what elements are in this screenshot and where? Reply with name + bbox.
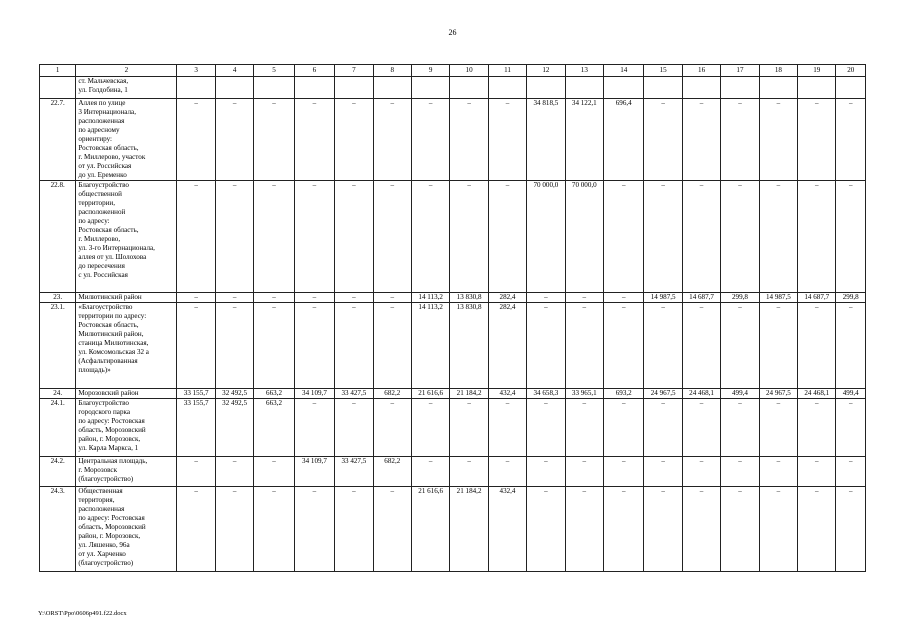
value-cell: – xyxy=(565,293,603,303)
value-cell: 33 155,7 xyxy=(177,389,215,399)
value-cell: 21 616,6 xyxy=(411,487,449,572)
column-number-header: 2 xyxy=(76,65,177,77)
value-cell: – xyxy=(798,399,836,457)
value-cell: 499,4 xyxy=(721,389,759,399)
value-cell: – xyxy=(215,293,253,303)
value-cell: 34 109,7 xyxy=(294,457,334,487)
value-cell: – xyxy=(335,181,373,293)
value-cell: 33 427,5 xyxy=(335,389,373,399)
value-cell: – xyxy=(565,487,603,572)
value-cell xyxy=(177,77,215,99)
column-number-header: 11 xyxy=(488,65,526,77)
value-cell: – xyxy=(254,99,294,181)
value-cell: – xyxy=(565,303,603,389)
value-cell: 682,2 xyxy=(373,457,411,487)
value-cell: – xyxy=(177,303,215,389)
value-cell: – xyxy=(836,99,866,181)
value-cell: 24 967,5 xyxy=(759,389,797,399)
value-cell: – xyxy=(644,99,682,181)
value-cell xyxy=(604,77,644,99)
value-cell: – xyxy=(335,487,373,572)
object-name-cell: Аллея по улице 3 Интернационала, расположенная по адресному ориентиру: Ростовская область, г. Миллерово, участок от ул. Российская до ул. Еременко xyxy=(76,99,177,181)
table-row xyxy=(40,99,866,181)
row-number-cell: 22.7. xyxy=(40,99,76,181)
value-cell: – xyxy=(604,487,644,572)
value-cell: – xyxy=(177,181,215,293)
value-cell: 663,2 xyxy=(254,399,294,457)
column-number-header: 20 xyxy=(836,65,866,77)
value-cell: – xyxy=(294,99,334,181)
value-cell: – xyxy=(335,303,373,389)
value-cell: – xyxy=(721,99,759,181)
value-cell: 693,2 xyxy=(604,389,644,399)
value-cell: – xyxy=(836,181,866,293)
value-cell: – xyxy=(604,399,644,457)
value-cell: 432,4 xyxy=(488,389,526,399)
value-cell: – xyxy=(798,181,836,293)
value-cell: – xyxy=(373,293,411,303)
value-cell: – xyxy=(215,457,253,487)
value-cell: – xyxy=(373,487,411,572)
value-cell: – xyxy=(644,487,682,572)
column-number-header: 7 xyxy=(335,65,373,77)
value-cell: – xyxy=(682,457,720,487)
value-cell: – xyxy=(488,181,526,293)
value-cell xyxy=(488,77,526,99)
value-cell: – xyxy=(759,181,797,293)
value-cell xyxy=(254,77,294,99)
table-row xyxy=(40,399,866,457)
value-cell: – xyxy=(798,99,836,181)
value-cell xyxy=(373,77,411,99)
value-cell xyxy=(798,77,836,99)
value-cell xyxy=(644,77,682,99)
value-cell: 70 000,0 xyxy=(527,181,565,293)
value-cell: 33 427,5 xyxy=(335,457,373,487)
value-cell: – xyxy=(798,457,836,487)
value-cell: – xyxy=(215,181,253,293)
value-cell: 282,4 xyxy=(488,293,526,303)
table-row xyxy=(40,303,866,389)
value-cell: 14 987,5 xyxy=(759,293,797,303)
value-cell: – xyxy=(527,303,565,389)
value-cell: – xyxy=(294,181,334,293)
value-cell: – xyxy=(527,399,565,457)
column-number-header: 3 xyxy=(177,65,215,77)
object-name-cell: Морозовский район xyxy=(76,389,177,399)
value-cell: – xyxy=(759,303,797,389)
value-cell xyxy=(759,77,797,99)
value-cell: 282,4 xyxy=(488,303,526,389)
value-cell xyxy=(836,77,866,99)
column-number-header: 12 xyxy=(527,65,565,77)
value-cell: – xyxy=(527,457,565,487)
row-number-cell: 24.1. xyxy=(40,399,76,457)
value-cell: – xyxy=(488,399,526,457)
value-cell: 32 492,5 xyxy=(215,399,253,457)
value-cell: – xyxy=(373,181,411,293)
row-number-cell: 22.8. xyxy=(40,181,76,293)
row-number-cell: 24.3. xyxy=(40,487,76,572)
value-cell: – xyxy=(254,293,294,303)
row-number-cell: 23. xyxy=(40,293,76,303)
value-cell: 299,8 xyxy=(721,293,759,303)
value-cell: – xyxy=(294,399,334,457)
value-cell: – xyxy=(682,99,720,181)
object-name-cell: Центральная площадь, г. Морозовск (благоустройство) xyxy=(76,457,177,487)
value-cell: – xyxy=(254,303,294,389)
page-number: 26 xyxy=(448,28,457,37)
column-number-header: 4 xyxy=(215,65,253,77)
column-number-header: 14 xyxy=(604,65,644,77)
value-cell: – xyxy=(604,457,644,487)
value-cell: 24 468,1 xyxy=(798,389,836,399)
object-name-cell: Благоустройство городского парка по адресу: Ростовская область, Морозовский район, г. Морозовск, ул. Карла Маркса, 1 xyxy=(76,399,177,457)
value-cell: – xyxy=(721,487,759,572)
value-cell: 21 184,2 xyxy=(450,487,488,572)
column-number-header: 19 xyxy=(798,65,836,77)
value-cell: – xyxy=(682,181,720,293)
value-cell: 682,2 xyxy=(373,389,411,399)
value-cell xyxy=(682,77,720,99)
table-row xyxy=(40,457,866,487)
column-number-header: 13 xyxy=(565,65,603,77)
value-cell: – xyxy=(411,99,449,181)
value-cell: – xyxy=(836,487,866,572)
value-cell: 21 184,2 xyxy=(450,389,488,399)
value-cell: – xyxy=(644,457,682,487)
value-cell: – xyxy=(335,293,373,303)
value-cell: 14 113,2 xyxy=(411,293,449,303)
value-cell: – xyxy=(411,457,449,487)
value-cell: – xyxy=(644,303,682,389)
value-cell: – xyxy=(373,303,411,389)
value-cell: – xyxy=(527,487,565,572)
value-cell: – xyxy=(759,457,797,487)
table-row xyxy=(40,487,866,572)
value-cell: – xyxy=(488,99,526,181)
object-name-cell: Общественная территория, расположенная по адресу: Ростовская область, Морозовский район, г. Морозовск, ул. Ляшенко, 96а от ул. Харченко (благоустройство) xyxy=(76,487,177,572)
value-cell: 70 000,0 xyxy=(565,181,603,293)
value-cell: – xyxy=(721,303,759,389)
value-cell xyxy=(721,77,759,99)
value-cell: – xyxy=(644,181,682,293)
value-cell: – xyxy=(254,457,294,487)
value-cell: 21 616,6 xyxy=(411,389,449,399)
value-cell: – xyxy=(373,99,411,181)
row-number-cell: 24. xyxy=(40,389,76,399)
value-cell: 299,8 xyxy=(836,293,866,303)
value-cell: – xyxy=(450,99,488,181)
value-cell: – xyxy=(565,399,603,457)
value-cell: – xyxy=(215,487,253,572)
value-cell: – xyxy=(411,399,449,457)
value-cell: 432,4 xyxy=(488,487,526,572)
value-cell xyxy=(450,77,488,99)
column-number-header: 5 xyxy=(254,65,294,77)
budget-table xyxy=(39,64,866,572)
value-cell: – xyxy=(335,99,373,181)
header-row xyxy=(40,65,866,77)
value-cell: – xyxy=(836,303,866,389)
value-cell: – xyxy=(836,399,866,457)
value-cell: 499,4 xyxy=(836,389,866,399)
value-cell: – xyxy=(335,399,373,457)
value-cell: – xyxy=(798,303,836,389)
value-cell: – xyxy=(682,487,720,572)
value-cell: – xyxy=(450,181,488,293)
object-name-cell: Милютинский район xyxy=(76,293,177,303)
value-cell: 34 109,7 xyxy=(294,389,334,399)
value-cell: 14 113,2 xyxy=(411,303,449,389)
object-name-cell: «Благоустройство территории по адресу: Ростовская область, Милютинский район, станица Милютинская, ул. Комсомольская 32 а (Асфальтированная площадь)» xyxy=(76,303,177,389)
value-cell: – xyxy=(177,487,215,572)
value-cell xyxy=(335,77,373,99)
value-cell xyxy=(215,77,253,99)
value-cell: 34 122,1 xyxy=(565,99,603,181)
value-cell: 34 818,5 xyxy=(527,99,565,181)
column-number-header: 15 xyxy=(644,65,682,77)
column-number-header: 1 xyxy=(40,65,76,77)
value-cell: 13 830,8 xyxy=(450,293,488,303)
value-cell xyxy=(411,77,449,99)
column-number-header: 17 xyxy=(721,65,759,77)
value-cell: – xyxy=(682,303,720,389)
value-cell: – xyxy=(254,487,294,572)
value-cell: – xyxy=(177,293,215,303)
value-cell: – xyxy=(798,487,836,572)
value-cell: 696,4 xyxy=(604,99,644,181)
table-row xyxy=(40,293,866,303)
value-cell: 34 658,3 xyxy=(527,389,565,399)
value-cell: – xyxy=(177,457,215,487)
value-cell: 32 492,5 xyxy=(215,389,253,399)
value-cell: – xyxy=(527,293,565,303)
column-number-header: 9 xyxy=(411,65,449,77)
value-cell: – xyxy=(721,457,759,487)
row-number-cell: 24.2. xyxy=(40,457,76,487)
column-number-header: 16 xyxy=(682,65,720,77)
value-cell: – xyxy=(604,303,644,389)
value-cell: – xyxy=(604,293,644,303)
value-cell: 14 687,7 xyxy=(682,293,720,303)
value-cell: – xyxy=(759,399,797,457)
value-cell: 663,2 xyxy=(254,389,294,399)
value-cell: 24 468,1 xyxy=(682,389,720,399)
column-number-header: 8 xyxy=(373,65,411,77)
value-cell: 33 155,7 xyxy=(177,399,215,457)
value-cell xyxy=(294,77,334,99)
value-cell: – xyxy=(294,303,334,389)
value-cell: – xyxy=(215,303,253,389)
value-cell: – xyxy=(759,487,797,572)
table-row xyxy=(40,77,866,99)
value-cell: – xyxy=(836,457,866,487)
value-cell: 24 967,5 xyxy=(644,389,682,399)
value-cell: 33 965,1 xyxy=(565,389,603,399)
value-cell: 14 987,5 xyxy=(644,293,682,303)
value-cell: – xyxy=(215,99,253,181)
value-cell: – xyxy=(604,181,644,293)
value-cell: – xyxy=(488,457,526,487)
value-cell: – xyxy=(721,399,759,457)
value-cell: – xyxy=(254,181,294,293)
value-cell xyxy=(527,77,565,99)
value-cell: – xyxy=(294,487,334,572)
object-name-cell: Благоустройство общественной территории, расположенной по адресу: Ростовская область, г. Миллерово, ул. 3-го Интернационала, аллея от ул. Шолохова до пересечения с ул. Российская xyxy=(76,181,177,293)
value-cell: – xyxy=(721,181,759,293)
value-cell: – xyxy=(759,99,797,181)
value-cell: – xyxy=(177,99,215,181)
row-number-cell: 23.1. xyxy=(40,303,76,389)
value-cell: – xyxy=(373,399,411,457)
table-row xyxy=(40,389,866,399)
value-cell: – xyxy=(411,181,449,293)
column-number-header: 18 xyxy=(759,65,797,77)
value-cell: – xyxy=(682,399,720,457)
table-row xyxy=(40,181,866,293)
value-cell: – xyxy=(450,457,488,487)
value-cell: 14 687,7 xyxy=(798,293,836,303)
value-cell: 13 830,8 xyxy=(450,303,488,389)
column-number-header: 6 xyxy=(294,65,334,77)
value-cell: – xyxy=(644,399,682,457)
value-cell: – xyxy=(565,457,603,487)
value-cell xyxy=(565,77,603,99)
value-cell: – xyxy=(450,399,488,457)
value-cell: – xyxy=(294,293,334,303)
column-number-header: 10 xyxy=(450,65,488,77)
row-number-cell xyxy=(40,77,76,99)
object-name-cell: ст. Мальчевская, ул. Голдобина, 1 xyxy=(76,77,177,99)
footer-file-path: Y:\ORST\Ppo\0606p491.f22.docx xyxy=(38,610,127,617)
